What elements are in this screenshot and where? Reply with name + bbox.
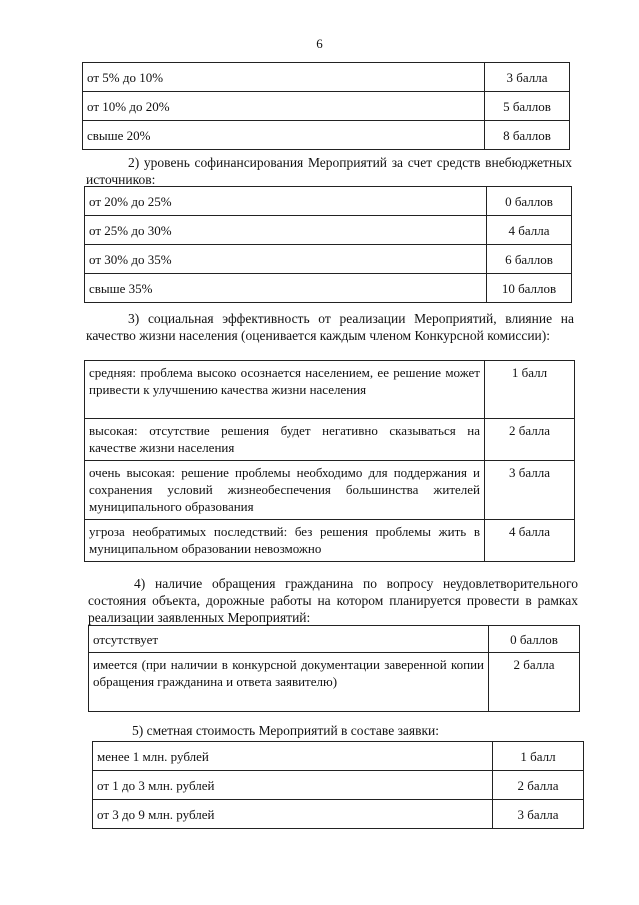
criterion-5-text: 5) сметная стоимость Мероприятий в составе заявки: bbox=[132, 723, 440, 738]
table-row bbox=[83, 92, 570, 121]
points-cell: 8 баллов bbox=[485, 121, 570, 150]
table-row bbox=[89, 653, 580, 712]
points-cell: 10 баллов bbox=[487, 274, 572, 303]
table-row bbox=[85, 187, 572, 216]
points-cell: 2 балла bbox=[485, 419, 575, 461]
table-row bbox=[85, 245, 572, 274]
table-row bbox=[93, 800, 584, 829]
score-table-2 bbox=[84, 186, 572, 303]
points-cell: 5 баллов bbox=[485, 92, 570, 121]
points-cell: 2 балла bbox=[493, 771, 584, 800]
points-cell: 6 баллов bbox=[487, 245, 572, 274]
points-cell: 3 балла bbox=[493, 800, 584, 829]
table-row bbox=[85, 216, 572, 245]
points-cell: 1 балл bbox=[485, 361, 575, 419]
points-cell: 2 балла bbox=[489, 653, 580, 712]
table-row bbox=[83, 63, 570, 92]
score-table-4 bbox=[88, 625, 580, 712]
criterion-4-text: 4) наличие обращения гражданина по вопросу неудовлетворительного состояния объекта, дорожные работы на котором планируется провести в рамках реализации заявленных Мероприятий: bbox=[88, 576, 578, 625]
table-row bbox=[85, 361, 575, 419]
criterion-3-text: 3) социальная эффективность от реализации Мероприятий, влияние на качество жизни населения (оценивается каждым членом Конкурсной комиссии): bbox=[86, 311, 574, 343]
points-cell: 0 баллов bbox=[487, 187, 572, 216]
table-row bbox=[85, 461, 575, 520]
criterion-cell: отсутствует bbox=[89, 626, 489, 653]
criterion-cell: от 1 до 3 млн. рублей bbox=[93, 771, 493, 800]
criterion-cell: от 5% до 10% bbox=[83, 63, 485, 92]
table-row bbox=[85, 274, 572, 303]
criterion-cell: угроза необратимых последствий: без решения проблемы жить в муниципальном образовании невозможно bbox=[85, 520, 485, 562]
criterion-cell: от 20% до 25% bbox=[85, 187, 487, 216]
criterion-cell: менее 1 млн. рублей bbox=[93, 742, 493, 771]
table-row bbox=[85, 520, 575, 562]
criterion-cell: от 25% до 30% bbox=[85, 216, 487, 245]
criterion-cell: свыше 20% bbox=[83, 121, 485, 150]
score-table-1 bbox=[82, 62, 570, 150]
criterion-cell: высокая: отсутствие решения будет негативно сказываться на качестве жизни населения bbox=[85, 419, 485, 461]
table-row bbox=[85, 419, 575, 461]
table-row bbox=[93, 742, 584, 771]
criterion-cell: от 10% до 20% bbox=[83, 92, 485, 121]
points-cell: 4 балла bbox=[487, 216, 572, 245]
page-number: 6 bbox=[316, 36, 323, 51]
points-cell: 1 балл bbox=[493, 742, 584, 771]
criterion-cell: от 30% до 35% bbox=[85, 245, 487, 274]
criterion-cell: свыше 35% bbox=[85, 274, 487, 303]
criterion-cell: имеется (при наличии в конкурсной документации заверенной копии обращения гражданина и ответа заявителю) bbox=[89, 653, 489, 712]
points-cell: 3 балла bbox=[485, 63, 570, 92]
points-cell: 0 баллов bbox=[489, 626, 580, 653]
table-row bbox=[83, 121, 570, 150]
table-row bbox=[93, 771, 584, 800]
criterion-cell: от 3 до 9 млн. рублей bbox=[93, 800, 493, 829]
score-table-5 bbox=[92, 741, 584, 829]
table-row bbox=[89, 626, 580, 653]
criterion-cell: средняя: проблема высоко осознается населением, ее решение может привести к улучшению качества жизни населения bbox=[85, 361, 485, 419]
criterion-2-text: 2) уровень софинансирования Мероприятий за счет средств внебюджетных источников: bbox=[86, 155, 572, 187]
points-cell: 3 балла bbox=[485, 461, 575, 520]
criterion-cell: очень высокая: решение проблемы необходимо для поддержания и сохранения условий жизнеобеспечения большинства жителей муниципального образования bbox=[85, 461, 485, 520]
score-table-3 bbox=[84, 360, 575, 562]
points-cell: 4 балла bbox=[485, 520, 575, 562]
